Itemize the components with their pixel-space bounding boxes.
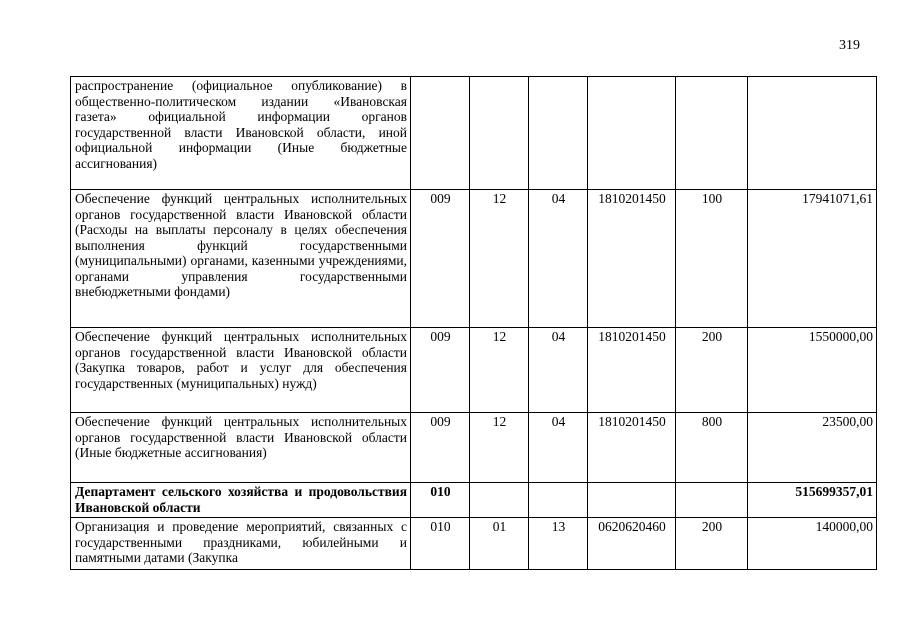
subsection-code: [529, 483, 588, 518]
row-description: Обеспечение функций центральных исполнительных органов государственной власти Ивановской области (Расходы на выплаты персоналу в целях обеспечения выполнения функций государственными (муниципальными) органами, казенными учреждениями, органами управления государственными внебюджетными фондами): [71, 190, 411, 328]
subsection-code: [529, 77, 588, 190]
expense-type-code: 100: [676, 190, 748, 328]
row-description: Обеспечение функций центральных исполнительных органов государственной власти Ивановской области (Иные бюджетные ассигнования): [71, 413, 411, 483]
table-row: [71, 77, 877, 190]
amount: 515699357,01: [748, 483, 877, 518]
amount: 17941071,61: [748, 190, 877, 328]
subsection-code: 13: [529, 518, 588, 570]
section-code: 12: [470, 328, 529, 413]
target-article-code: [588, 77, 676, 190]
section-code: [470, 483, 529, 518]
budget-table: [70, 76, 877, 570]
ministry-code: 010: [411, 518, 470, 570]
ministry-code: 010: [411, 483, 470, 518]
expense-type-code: 200: [676, 518, 748, 570]
subsection-code: 04: [529, 190, 588, 328]
amount: 140000,00: [748, 518, 877, 570]
table-row-department: [71, 483, 877, 518]
row-description: Департамент сельского хозяйства и продовольствия Ивановской области: [71, 483, 411, 518]
row-description: распространение (официальное опубликование) в общественно-политическом издании «Ивановская газета» официальной информации органов государственной власти Ивановской области, иной официальной информации (Иные бюджетные ассигнования): [71, 77, 411, 190]
ministry-code: 009: [411, 413, 470, 483]
table-row: [71, 190, 877, 328]
amount: [748, 77, 877, 190]
section-code: 01: [470, 518, 529, 570]
section-code: [470, 77, 529, 190]
subsection-code: 04: [529, 328, 588, 413]
ministry-code: 009: [411, 190, 470, 328]
section-code: 12: [470, 190, 529, 328]
row-description: Организация и проведение мероприятий, связанных с государственными праздниками, юбилейными и памятными датами (Закупка: [71, 518, 411, 570]
amount: 1550000,00: [748, 328, 877, 413]
ministry-code: 009: [411, 328, 470, 413]
expense-type-code: [676, 483, 748, 518]
table-row: [71, 413, 877, 483]
amount: 23500,00: [748, 413, 877, 483]
target-article-code: [588, 483, 676, 518]
ministry-code: [411, 77, 470, 190]
target-article-code: 0620620460: [588, 518, 676, 570]
expense-type-code: 800: [676, 413, 748, 483]
table-row: [71, 328, 877, 413]
expense-type-code: 200: [676, 328, 748, 413]
section-code: 12: [470, 413, 529, 483]
target-article-code: 1810201450: [588, 413, 676, 483]
target-article-code: 1810201450: [588, 328, 676, 413]
table-row: [71, 518, 877, 570]
subsection-code: 04: [529, 413, 588, 483]
row-description: Обеспечение функций центральных исполнительных органов государственной власти Ивановской области (Закупка товаров, работ и услуг для обеспечения государственных (муниципальных) нужд): [71, 328, 411, 413]
expense-type-code: [676, 77, 748, 190]
target-article-code: 1810201450: [588, 190, 676, 328]
page-number: 319: [839, 38, 860, 53]
